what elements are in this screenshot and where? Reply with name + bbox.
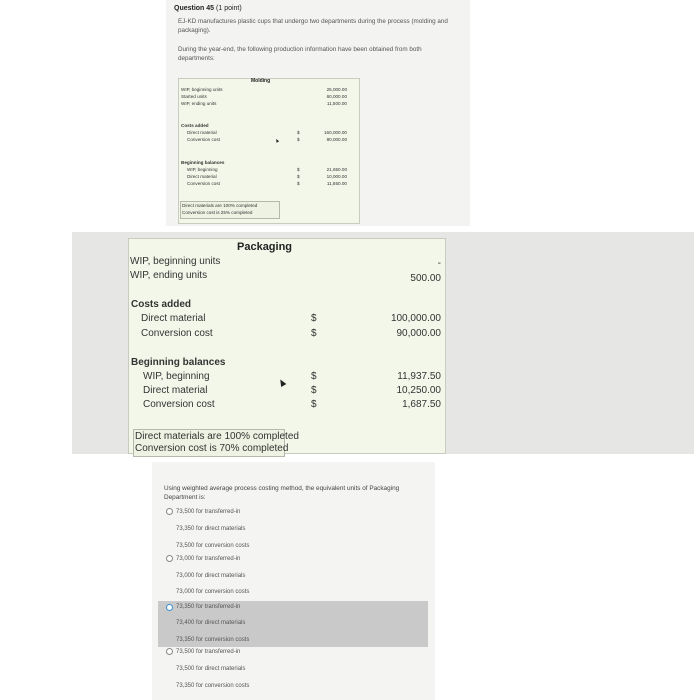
option-1-line-2: 73,350 for direct materials — [176, 526, 246, 532]
packaging-photo — [72, 232, 694, 454]
molding-note-dm: Direct materials are 100% completed — [182, 203, 258, 208]
packaging-beg-dm-dollar: $ — [311, 385, 317, 396]
packaging-beg-dm-label: Direct material — [143, 385, 208, 396]
packaging-costs-heading: Costs added — [131, 299, 192, 310]
mouse-cursor-icon — [278, 378, 287, 387]
option-3-line-1: 73,350 for transferred-in — [176, 604, 241, 610]
molding-wip-end-label: WIP, ending units — [181, 101, 217, 106]
packaging-beg-cc-value: 1,687.50 — [402, 399, 441, 410]
option-1-line-1: 73,500 for transferred-in — [176, 509, 241, 515]
packaging-beg-wip-label: WIP, beginning — [143, 371, 210, 382]
molding-costs-heading: Costs added — [181, 123, 209, 128]
answers-photo — [152, 462, 435, 700]
answer-option-2[interactable] — [158, 554, 428, 600]
option-1-line-3: 73,500 for conversion costs — [176, 543, 250, 549]
molding-note-box — [180, 201, 280, 219]
molding-cc-dollar: $ — [297, 137, 300, 142]
molding-cc-label: Conversion cost — [187, 137, 220, 142]
packaging-beg-dm-value: 10,250.00 — [396, 385, 441, 396]
packaging-dm-value: 100,000.00 — [390, 313, 441, 324]
radio-button-2[interactable] — [166, 555, 173, 562]
question-points: (1 point) — [216, 5, 242, 12]
molding-dm-value: 160,000.00 — [324, 130, 347, 135]
molding-started-value: 60,000.00 — [326, 94, 347, 99]
answer-option-4[interactable] — [158, 648, 428, 698]
question-info: During the year-end, the following production information have been obtained from both departments: — [178, 46, 422, 62]
molding-beg-dm-label: Direct material — [187, 174, 217, 179]
question-photo-top — [166, 0, 470, 226]
option-2-line-3: 73,000 for conversion costs — [176, 589, 250, 595]
molding-wip-end-value: 11,500.00 — [326, 101, 347, 106]
packaging-dm-dollar: $ — [311, 313, 317, 324]
packaging-beg-wip-dollar: $ — [311, 371, 317, 382]
molding-started-label: Started units — [181, 94, 207, 99]
option-4-line-2: 73,500 for direct materials — [176, 666, 246, 672]
molding-dm-dollar: $ — [297, 130, 300, 135]
radio-button-3[interactable] — [166, 604, 173, 611]
packaging-cc-label: Conversion cost — [141, 328, 213, 339]
molding-note-cc: Conversion cost is 25% completed — [182, 210, 253, 215]
packaging-note-dm: Direct materials are 100% completed — [135, 431, 299, 442]
packaging-wip-begin-label: WIP, beginning units — [130, 256, 221, 267]
radio-button-1[interactable] — [166, 508, 173, 515]
packaging-beg-cc-dollar: $ — [311, 399, 317, 410]
packaging-cc-dollar: $ — [311, 328, 317, 339]
molding-beg-wip-label: WIP, beginning — [187, 167, 218, 172]
option-4-line-1: 73,500 for transferred-in — [176, 649, 241, 655]
packaging-note-box — [133, 429, 299, 457]
option-3-line-2: 73,400 for direct materials — [176, 620, 246, 626]
packaging-beg-wip-value: 11,937.50 — [397, 371, 441, 382]
packaging-dm-label: Direct material — [141, 313, 206, 324]
molding-beg-cc-label: Conversion cost — [187, 181, 220, 186]
molding-beg-dm-value: 10,000.00 — [326, 174, 347, 179]
molding-beg-dm-dollar: $ — [297, 174, 300, 179]
molding-wip-begin-value: 25,000.00 — [326, 87, 347, 92]
molding-wip-begin-label: WIP, beginning units — [181, 87, 223, 92]
answer-option-1[interactable] — [158, 506, 428, 554]
packaging-beg-heading: Beginning balances — [131, 357, 226, 368]
answer-option-3[interactable] — [158, 601, 428, 647]
option-2-line-2: 73,000 for direct materials — [176, 573, 246, 579]
molding-dm-label: Direct material — [187, 130, 217, 135]
molding-beg-cc-dollar: $ — [297, 181, 300, 186]
molding-beg-wip-dollar: $ — [297, 167, 300, 172]
option-3-line-3: 73,350 for conversion costs — [176, 637, 250, 643]
molding-beg-heading: Beginning balances — [181, 160, 225, 165]
question-prompt: Using weighted average process costing method, the equivalent units of Packaging Department is: — [164, 485, 400, 501]
packaging-title: Packaging — [237, 241, 293, 253]
packaging-cc-value: 90,000.00 — [396, 328, 441, 339]
option-2-line-1: 73,000 for transferred-in — [176, 556, 241, 562]
packaging-note-cc: Conversion cost is 70% completed — [135, 443, 289, 454]
mouse-cursor-icon — [275, 138, 279, 143]
molding-cc-value: 80,000.00 — [326, 137, 347, 142]
packaging-wip-begin-value: - — [437, 258, 441, 269]
packaging-wip-end-value: 500.00 — [410, 273, 441, 284]
packaging-spreadsheet — [128, 238, 446, 454]
molding-beg-cc-value: 11,650.00 — [326, 181, 347, 186]
radio-button-4[interactable] — [166, 648, 173, 655]
option-4-line-3: 73,350 for conversion costs — [176, 683, 250, 689]
question-title — [174, 5, 242, 12]
question-intro: EJ-KD manufactures plastic cups that undergo two departments during the process (molding and packaging). — [178, 18, 448, 34]
molding-title: Molding — [251, 78, 271, 84]
packaging-wip-end-label: WIP, ending units — [130, 270, 208, 281]
question-number: Question 45 — [174, 5, 215, 12]
molding-beg-wip-value: 21,650.00 — [326, 167, 347, 172]
molding-spreadsheet — [178, 78, 360, 224]
packaging-beg-cc-label: Conversion cost — [143, 399, 215, 410]
